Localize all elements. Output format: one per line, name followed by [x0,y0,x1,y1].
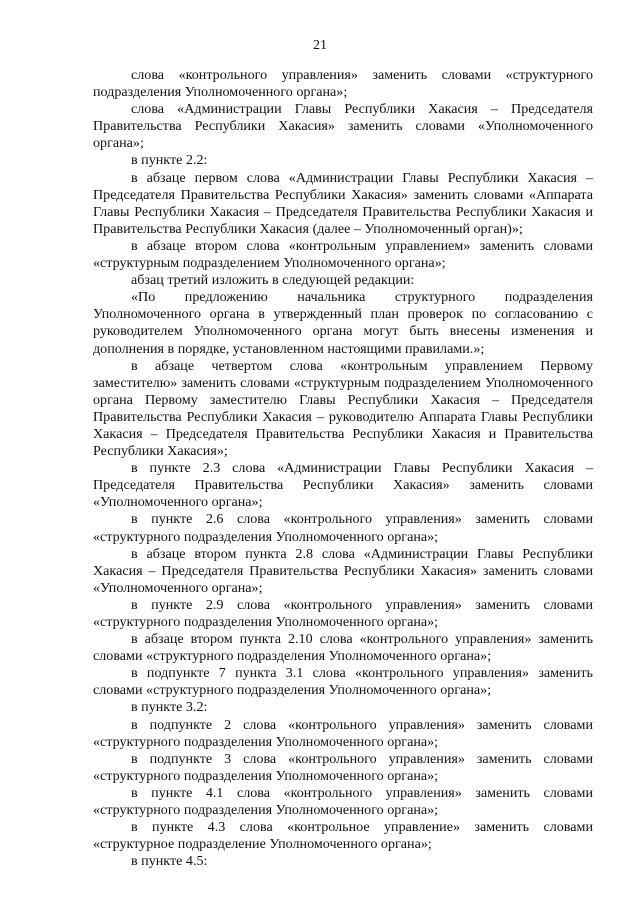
paragraph: в пункте 4.3 слова «контрольное управление» заменить словами «структурное подразделение Уполномоченного органа»; [93,819,593,853]
paragraph: «По предложению начальника структурного подразделения Уполномоченного органа в утвержденный план проверок по согласованию с руководителем Уполномоченного органа могут быть внесены изменения и дополнения в порядке, установленном настоящими правилами.»; [93,289,593,357]
page-number: 21 [313,38,327,53]
paragraph: в абзаце втором пункта 2.8 слова «Администрации Главы Республики Хакасия – Председателя Правительства Республики Хакасия» заменить словами «Уполномоченного органа»; [93,545,593,596]
paragraph: в абзаце четвертом слова «контрольным управлением Первому заместителю» заменить словами «структурным подразделением Уполномоченного органа Первому заместителю Главы Республики Хакасия – Председателя Правительства Республики Хакасия – руководителю Аппарата Главы Республики Хакасия – Председателя Правительства Республики Хакасия и Правительства Республики Хакасия»; [93,357,593,460]
paragraph: в подпункте 3 слова «контрольного управления» заменить словами «структурного подразделения Уполномоченного органа»; [93,750,593,784]
paragraph: в пункте 4.5: [131,853,208,870]
paragraph: в пункте 2.6 слова «контрольного управления» заменить словами «структурного подразделения Уполномоченного органа»; [93,511,593,545]
paragraph: в абзаце втором слова «контрольным управлением» заменить словами «структурным подразделением Уполномоченного органа»; [93,237,593,272]
paragraph: в пункте 3.2: [131,699,208,716]
paragraph: в абзаце первом слова «Администрации Главы Республики Хакасия – Председателя Правительства Республики Хакасия» заменить словами «Аппарата Главы Республики Хакасия – Председателя Правительства Республики Хакасия и Правительства Республики Хакасия (далее – Уполномоченный орган)»; [93,169,593,237]
paragraph: в подпункте 7 пункта 3.1 слова «контрольного управления» заменить словами «структурного подразделения Уполномоченного органа»; [93,665,593,699]
paragraph: абзац третий изложить в следующей редакции: [131,272,415,289]
paragraph: в пункте 2.9 слова «контрольного управления» заменить словами «структурного подразделения Уполномоченного органа»; [93,596,593,630]
paragraph: в пункте 2.2: [131,152,208,169]
paragraph: слова «контрольного управления» заменить словами «структурного подразделения Уполномоченного органа»; [93,67,593,101]
paragraph: слова «Администрации Главы Республики Хакасия – Председателя Правительства Республики Хакасия» заменить словами «Уполномоченного органа»; [93,101,593,152]
paragraph: в пункте 2.3 слова «Администрации Главы Республики Хакасия – Председателя Правительства Республики Хакасия» заменить словами «Уполномоченного органа»; [93,460,593,511]
paragraph: в абзаце втором пункта 2.10 слова «контрольного управления» заменить словами «структурного подразделения Уполномоченного органа»; [93,631,593,665]
paragraph: в подпункте 2 слова «контрольного управления» заменить словами «структурного подразделения Уполномоченного органа»; [93,716,593,750]
paragraph: в пункте 4.1 слова «контрольного управления» заменить словами «структурного подразделения Уполномоченного органа»; [93,784,593,819]
document-body [93,67,593,870]
